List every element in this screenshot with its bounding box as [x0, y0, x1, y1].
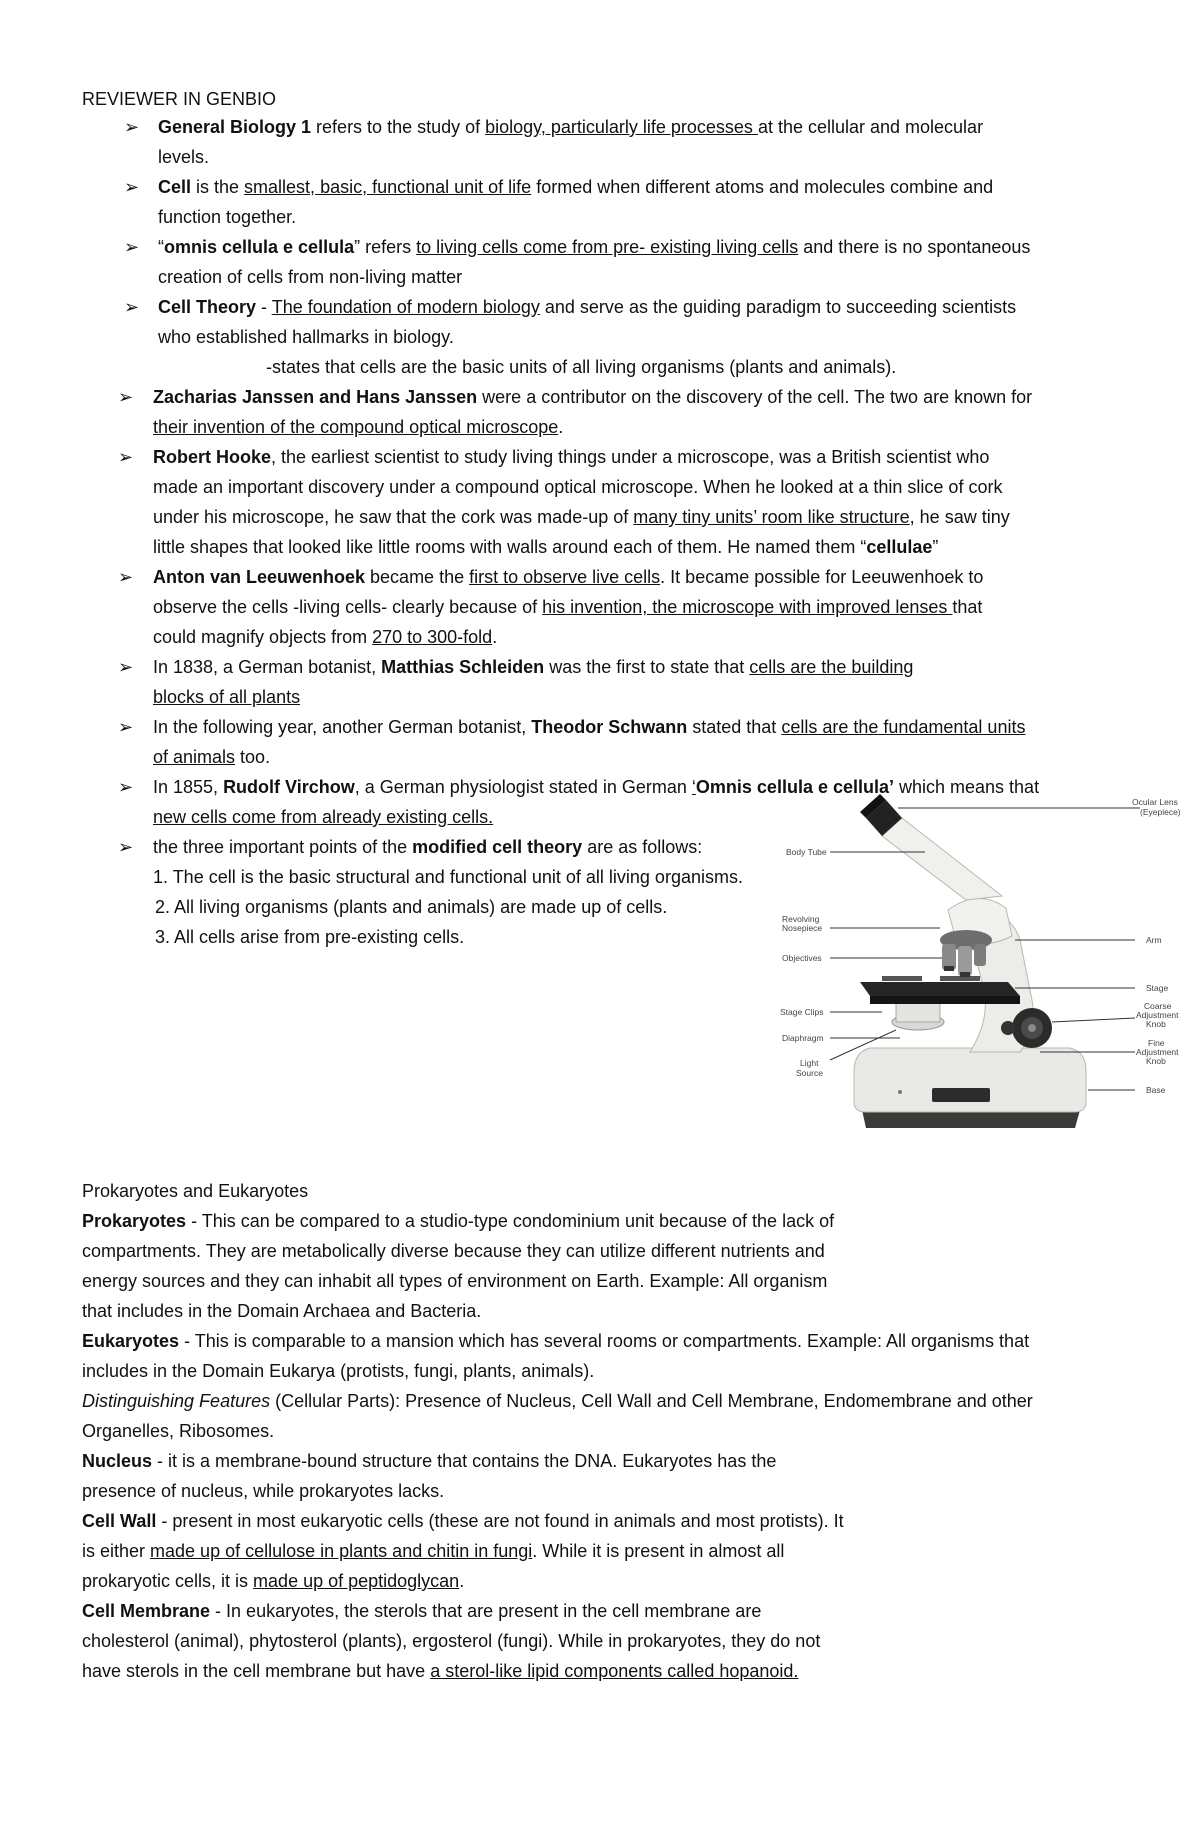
term: Nucleus [82, 1451, 153, 1471]
bullet-continuation [153, 802, 493, 832]
paragraph-line: that includes in the Domain Archaea and Bacteria. [82, 1301, 482, 1321]
text: “ [158, 237, 164, 257]
bullet-general-biology [158, 112, 983, 142]
text: , the earliest scientist to study living things under a microscope, was a British scientist who [271, 447, 990, 467]
text: ” refers [354, 237, 417, 257]
cell-membrane-paragraph [82, 1596, 761, 1626]
text: too. [235, 747, 271, 767]
term: Cell Membrane [82, 1601, 211, 1621]
bullet-continuation [153, 412, 563, 442]
label-body-tube: Body Tube [786, 847, 827, 857]
text: the three important points of the [153, 837, 413, 857]
label-revolving: Revolving [782, 914, 820, 924]
bullet-arrow: ➢ [124, 177, 140, 197]
bullet-continuation: creation of cells from non-living matter [158, 267, 463, 287]
underlined-text: ‘ [691, 777, 696, 797]
bullet-arrow: ➢ [118, 387, 134, 407]
paragraph-line: presence of nucleus, while prokaryotes lacks. [82, 1481, 445, 1501]
microscope-diagram [770, 790, 1200, 1170]
section-heading: Prokaryotes and Eukaryotes [82, 1181, 309, 1201]
text: could magnify objects from [153, 627, 373, 647]
underlined-text: blocks of all plants [153, 687, 301, 707]
text: observe the cells -living cells- clearly because of [153, 597, 543, 617]
label-base: Base [1146, 1085, 1166, 1095]
text: - In eukaryotes, the sterols that are present in the cell membrane are [210, 1601, 762, 1621]
bullet-schwann [153, 712, 1025, 742]
text: became the [365, 567, 470, 587]
term: Cell Wall [82, 1511, 157, 1531]
underlined-text: cells are the building [749, 657, 914, 677]
text: - This can be compared to a studio-type condominium unit because of the lack of [186, 1211, 835, 1231]
text: . [492, 627, 498, 647]
text: , he saw tiny [909, 507, 1010, 527]
bullet-continuation: -states that cells are the basic units of all living organisms (plants and animals). [266, 357, 897, 377]
text: - This is comparable to a mansion which has several rooms or compartments. Example: All organisms that [179, 1331, 1030, 1351]
paragraph-line [82, 1566, 464, 1596]
underlined-text: many tiny units’ room like structure [633, 507, 910, 527]
term: modified cell theory [412, 837, 583, 857]
text: , a German physiologist stated in German [354, 777, 692, 797]
label-ocular-lens: Ocular Lens [1132, 797, 1178, 807]
bullet-schleiden [153, 652, 913, 682]
term: Cell [158, 177, 192, 197]
text: and serve as the guiding paradigm to succeeding scientists [539, 297, 1017, 317]
text: In 1838, a German botanist, [153, 657, 382, 677]
underlined-text: 270 to 300-fold [372, 627, 493, 647]
paragraph-line [82, 1536, 784, 1566]
underlined-text: The foundation of modern biology [271, 297, 540, 317]
bullet-arrow: ➢ [124, 117, 140, 137]
text: that [952, 597, 983, 617]
term: Cell Theory [158, 297, 257, 317]
bullet-cell-theory [158, 292, 1016, 322]
underlined-text: his invention, the microscope with improved lenses [542, 597, 953, 617]
text: under his microscope, he saw that the cork was made-up of [153, 507, 634, 527]
underlined-text: a sterol-like lipid components called hopanoid. [430, 1661, 799, 1681]
numbered-point-2: 2. All living organisms (plants and animals) are made up of cells. [155, 897, 668, 917]
term: Rudolf Virchow [223, 777, 355, 797]
text: is the [191, 177, 245, 197]
label-light-source: Source [796, 1068, 823, 1078]
text: at the cellular and molecular [757, 117, 984, 137]
term: Robert Hooke [153, 447, 272, 467]
underlined-text: made up of cellulose in plants and chitin in fungi [150, 1541, 533, 1561]
text: refers to the study of [311, 117, 486, 137]
text: . It became possible for Leeuwenhoek to [660, 567, 984, 587]
text: little shapes that looked like little rooms with walls around each of them. He named them “ [153, 537, 867, 557]
text: are as follows: [582, 837, 703, 857]
cell-wall-paragraph [82, 1506, 844, 1536]
label-eyepiece: (Eyepiece) [1140, 807, 1181, 817]
text: formed when different atoms and molecules combine and [531, 177, 994, 197]
term: Eukaryotes [82, 1331, 180, 1351]
bullet-arrow: ➢ [118, 657, 134, 677]
text: In the following year, another German botanist, [153, 717, 532, 737]
bullet-continuation [153, 502, 1010, 532]
term: cellulae [866, 537, 933, 557]
underlined-text: cells are the fundamental units [781, 717, 1026, 737]
bullet-robert-hooke [153, 442, 989, 472]
label-arm: Arm [1146, 935, 1162, 945]
bullet-continuation [153, 742, 270, 772]
text: - present in most eukaryotic cells (these are not found in animals and most protists). It [156, 1511, 844, 1531]
term: Matthias Schleiden [381, 657, 545, 677]
label-stage-clips: Stage Clips [780, 1007, 824, 1017]
term: Omnis cellula e cellula’ [695, 777, 894, 797]
text: was the first to state that [544, 657, 750, 677]
bullet-continuation: function together. [158, 207, 297, 227]
label-diaphragm: Diaphragm [782, 1033, 824, 1043]
text: is either [82, 1541, 151, 1561]
bullet-arrow: ➢ [124, 297, 140, 317]
text: (Cellular Parts): Presence of Nucleus, Cell Wall and Cell Membrane, Endomembrane and other [270, 1391, 1033, 1411]
term: Zacharias Janssen and Hans Janssen [153, 387, 478, 407]
underlined-text: biology, particularly life processes [485, 117, 758, 137]
microscope-illustration [854, 794, 1086, 1128]
underlined-text: to living cells come from pre- existing living cells [416, 237, 799, 257]
italic-term: Distinguishing Features [82, 1391, 271, 1411]
label-objectives: Objectives [782, 953, 822, 963]
bullet-arrow: ➢ [118, 447, 134, 467]
text: and there is no spontaneous [798, 237, 1031, 257]
term: Prokaryotes [82, 1211, 187, 1231]
label-fine-knob: Knob [1146, 1056, 1166, 1066]
bullet-cell [158, 172, 993, 202]
text: ” [932, 537, 939, 557]
term: General Biology 1 [158, 117, 312, 137]
label-fine-adjustment: Adjustment [1136, 1047, 1179, 1057]
numbered-point-1: 1. The cell is the basic structural and functional unit of all living organisms. [153, 867, 743, 887]
distinguishing-features-paragraph [82, 1386, 1033, 1416]
paragraph-line: compartments. They are metabolically diverse because they can utilize different nutrients and [82, 1241, 825, 1261]
bullet-arrow: ➢ [118, 777, 134, 797]
text: - it is a membrane-bound structure that contains the DNA. Eukaryotes has the [152, 1451, 777, 1471]
paragraph-line: cholesterol (animal), phytosterol (plants), ergosterol (fungi). While in prokaryotes, they do not [82, 1631, 821, 1651]
bullet-continuation: levels. [158, 147, 210, 167]
underlined-text: first to observe live cells [469, 567, 661, 587]
text: were a contributor on the discovery of the cell. The two are known for [477, 387, 1033, 407]
underlined-text: smallest, basic, functional unit of life [244, 177, 532, 197]
paragraph-line: energy sources and they can inhabit all types of environment on Earth. Example: All organism [82, 1271, 828, 1291]
bullet-arrow: ➢ [118, 717, 134, 737]
paragraph-line: Organelles, Ribosomes. [82, 1421, 275, 1441]
text: have sterols in the cell membrane but have [82, 1661, 431, 1681]
label-stage: Stage [1146, 983, 1169, 993]
prokaryotes-paragraph [82, 1206, 834, 1236]
bullet-janssen [153, 382, 1032, 412]
label-light: Light [800, 1058, 819, 1068]
term: Anton van Leeuwenhoek [153, 567, 366, 587]
text: stated that [687, 717, 782, 737]
text: . [459, 1571, 465, 1591]
document-title: REVIEWER IN GENBIO [82, 89, 277, 109]
numbered-point-3: 3. All cells arise from pre-existing cells. [155, 927, 465, 947]
text: . [558, 417, 564, 437]
bullet-leeuwenhoek [153, 562, 983, 592]
bullet-modified-cell-theory [153, 832, 702, 862]
bullet-arrow: ➢ [118, 567, 134, 587]
bullet-continuation [153, 682, 300, 712]
bullet-continuation: who established hallmarks in biology. [158, 327, 454, 347]
paragraph-line [82, 1656, 798, 1686]
underlined-text: made up of peptidoglycan [253, 1571, 460, 1591]
bullet-continuation [153, 622, 497, 652]
label-coarse-adjustment: Adjustment [1136, 1010, 1179, 1020]
label-coarse-knob: Knob [1146, 1019, 1166, 1029]
bullet-omnis-cellula [158, 232, 1030, 262]
text: In 1855, [153, 777, 224, 797]
label-coarse: Coarse [1144, 1001, 1172, 1011]
bullet-arrow: ➢ [118, 837, 134, 857]
term: omnis cellula e cellula [164, 237, 355, 257]
term: Theodor Schwann [531, 717, 688, 737]
bullet-continuation: made an important discovery under a compound optical microscope. When he looked at a thin slice of cork [153, 477, 1003, 497]
paragraph-line: includes in the Domain Eukarya (protists, fungi, plants, animals). [82, 1361, 595, 1381]
underlined-text: new cells come from already existing cells. [153, 807, 494, 827]
text: - [256, 297, 272, 317]
bullet-arrow: ➢ [124, 237, 140, 257]
eukaryotes-paragraph [82, 1326, 1029, 1356]
bullet-continuation [153, 532, 938, 562]
text: . While it is present in almost all [532, 1541, 785, 1561]
text: prokaryotic cells, it is [82, 1571, 254, 1591]
leader-line [1052, 1018, 1135, 1022]
nucleus-paragraph [82, 1446, 776, 1476]
bullet-continuation [153, 592, 982, 622]
label-nosepiece: Nosepiece [782, 923, 823, 933]
underlined-text: their invention of the compound optical microscope [153, 417, 559, 437]
text: which means that [894, 777, 1040, 797]
label-fine: Fine [1148, 1038, 1165, 1048]
underlined-text: of animals [153, 747, 236, 767]
